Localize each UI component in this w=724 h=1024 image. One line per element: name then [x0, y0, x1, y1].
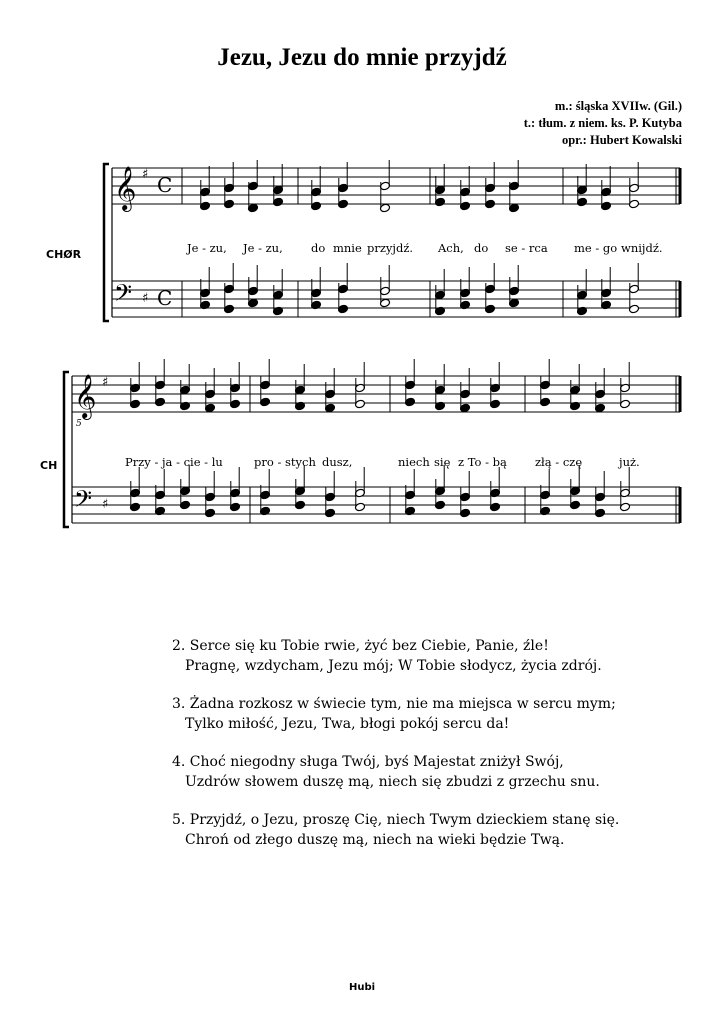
time-signature: C [157, 173, 173, 197]
verse-2-line-2: Pragnę, wzdycham, Jezu mój; W Tobie słodycz, życia zdrój. [185, 658, 602, 674]
key-sharp: ♯ [142, 291, 149, 306]
lyric-13: dusz, [322, 455, 353, 469]
measure-number: 5 [76, 419, 82, 429]
verse-3-line-2: Tylko miłość, Jezu, Twa, błogi pokój sercu da! [185, 716, 510, 732]
key-sharp: ♯ [102, 497, 109, 512]
verse-3 [172, 694, 619, 734]
system1-lyrics [186, 241, 663, 255]
lyric-6: Ach, [438, 241, 464, 255]
verse-4-line-1: 4. Choć niegodny sługa Twój, byś Majestat zniżył Swój, [172, 754, 564, 770]
verse-4 [172, 752, 619, 792]
verses [172, 636, 619, 868]
treble-clef: 𝄞 [74, 374, 97, 418]
lyric-5: przyjdź. [367, 241, 414, 255]
bass-clef: 𝄢 [114, 279, 133, 312]
lyric-18: już. [619, 455, 640, 469]
lyric-14: niech [398, 455, 430, 469]
lyric-12: pro - stych [254, 455, 316, 469]
lyric-4: mnie [333, 241, 362, 255]
lyric-7: do [474, 241, 489, 255]
lyric-16: z To - bą [458, 455, 507, 469]
system2-label: CH [40, 459, 58, 472]
lyric-17: złą - czę [535, 455, 583, 469]
key-sharp: ♯ [102, 375, 109, 390]
verse-5 [172, 810, 619, 850]
lyric-1: Je - zu, [187, 241, 227, 255]
credit-arrangement: opr.: Hubert Kowalski [561, 133, 682, 147]
lyric-8: se - rca [505, 241, 548, 255]
verse-4-line-2: Uzdrów słowem duszę mą, niech się zbudzi z grzechu snu. [185, 774, 600, 790]
system-bracket [104, 164, 109, 321]
lyric-2: Je - zu, [243, 241, 283, 255]
verse-3-line-1: 3. Żadna rozkosz w świecie tym, nie ma miejsca w sercu mym; [172, 696, 616, 712]
system2-lyrics [125, 455, 640, 469]
verse-5-line-1: 5. Przyjdź, o Jezu, proszę Cię, niech Twym dzieckiem stanę się. [172, 812, 620, 828]
lyric-11: Przy - ja - cie - lu [125, 455, 223, 469]
page-title: Jezu, Jezu do mnie przyjdź [217, 44, 507, 71]
footer-signature: Hubi [348, 982, 376, 993]
system1-label: CHØR [46, 248, 82, 261]
lyric-10: wnijdź. [621, 241, 663, 255]
lyric-15: się [434, 455, 451, 469]
treble-clef: 𝄞 [114, 166, 137, 210]
lyric-9: me - go [574, 241, 618, 255]
credit-melody: m.: śląska XVIIw. (Gil.) [554, 99, 682, 113]
key-sharp: ♯ [142, 167, 149, 182]
system-bracket [64, 372, 69, 527]
verse-5-line-2: Chroń od złego duszę mą, niech na wieki będzie Twą. [185, 832, 565, 848]
lyric-3: do [311, 241, 326, 255]
credit-text: t.: tłum. z niem. ks. P. Kutyba [523, 116, 682, 130]
verse-2-line-1: 2. Serce się ku Tobie rwie, żyć bez Ciebie, Panie, źle! [172, 638, 549, 654]
time-signature: C [157, 286, 173, 310]
bass-clef: 𝄢 [74, 485, 93, 518]
verse-2 [172, 636, 619, 676]
